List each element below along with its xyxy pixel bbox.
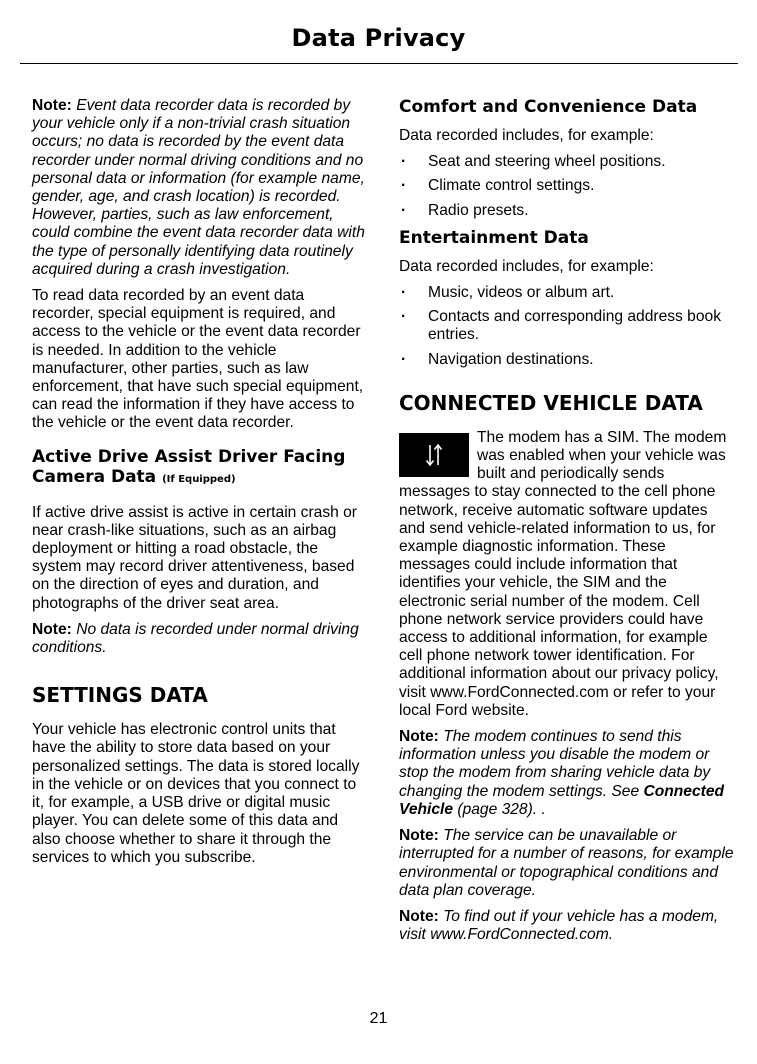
list-item: · Climate control settings. xyxy=(399,177,735,195)
heading-connected-vehicle-data: CONNECTED VEHICLE DATA xyxy=(399,390,703,415)
paragraph-settings-data: Your vehicle has electronic control units that have the ability to store data based on your personalized settings. The data is stored locally in the vehicle or on devices that you connect to it, for example, a USB drive or digital music player. You can delete some of this data and also choose whether to share it through the services to which you subscribe. xyxy=(32,721,360,866)
left-column xyxy=(32,97,366,875)
heading-active-drive-assist-text: Active Drive Assist Driver Facing Camera Data xyxy=(32,446,346,487)
page-title: Data Privacy xyxy=(291,24,466,52)
note-text: The service can be unavailable or interrupted for a number of reasons, for example environmental or topographical conditions and data plan coverage. xyxy=(399,827,734,899)
note-text: The modem continues to send this information unless you disable the modem or stop the modem from sharing vehicle data by changing the modem settings. See xyxy=(399,728,711,800)
note-label: Note: xyxy=(32,97,72,114)
note-tail: . xyxy=(537,800,546,818)
comfort-list xyxy=(399,153,735,220)
note-find-out-modem xyxy=(399,908,735,944)
note-label: Note: xyxy=(399,907,439,925)
note-label: Note: xyxy=(399,827,439,845)
note-no-data-recorded xyxy=(32,621,366,657)
header-divider xyxy=(20,63,738,64)
comfort-intro: Data recorded includes, for example: xyxy=(399,127,654,144)
connected-vehicle-link[interactable]: Connected Vehicle xyxy=(399,782,725,818)
note-event-data-recorder xyxy=(32,97,366,279)
list-item: · Navigation destinations. xyxy=(399,351,735,369)
if-equipped-label: (If Equipped) xyxy=(162,473,236,485)
paragraph-read-data: To read data recorded by an event data recorder, special equipment is required, and access to the vehicle or the event data recorder is needed. In addition to the vehicle manufacturer, other parties, such as law enforcement, that have such special equipment, can read the information if they have access to the vehicle or the event data recorder. xyxy=(32,287,364,432)
modem-section xyxy=(399,429,735,728)
heading-active-drive-assist xyxy=(32,447,366,490)
heading-entertainment: Entertainment Data xyxy=(399,227,589,248)
list-item: · Music, videos or album art. xyxy=(399,284,735,302)
list-item: · Radio presets. xyxy=(399,202,735,220)
list-item: · Contacts and corresponding address book entries. xyxy=(399,308,735,344)
right-column xyxy=(399,97,735,952)
paragraph-active-drive-assist: If active drive assist is active in certain crash or near crash-like situations, such as an airbag deployment or hitting a road obstacle, the system may record driver attentiveness, based on the direction of eyes and duration, and photographs of the driver seat area. xyxy=(32,503,357,612)
modem-transfer-arrows-icon xyxy=(399,433,469,477)
note-text: To find out if your vehicle has a modem, visit www.FordConnected.com. xyxy=(399,907,719,944)
note-text: No data is recorded under normal driving conditions. xyxy=(32,620,359,657)
page-reference: (page 328). xyxy=(457,800,538,818)
note-label: Note: xyxy=(399,728,439,746)
heading-comfort-convenience: Comfort and Convenience Data xyxy=(399,97,698,117)
note-label: Note: xyxy=(32,620,72,638)
note-service-unavailable xyxy=(399,827,735,900)
entertainment-list xyxy=(399,284,735,369)
heading-settings-data: SETTINGS DATA xyxy=(32,683,208,708)
note-text: Event data recorder data is recorded by your vehicle only if a non-trivial crash situation occurs; no data is recorded by the event data recorder under normal driving conditions and no personal data or information (for example name, gender, age, and crash location) is recorded. However, parties, such as law enforcement, could combine the event data recorder data with the type of personally identifying data routinely acquired during a crash investigation. xyxy=(32,97,365,278)
note-modem-continues xyxy=(399,728,735,819)
list-item: · Seat and steering wheel positions. xyxy=(399,153,735,171)
entertainment-intro: Data recorded includes, for example: xyxy=(399,257,654,275)
page-number: 21 xyxy=(369,1010,388,1027)
paragraph-modem: The modem has a SIM. The modem was enabled when your vehicle was built and periodically sends messages to stay connected to the cell phone network, receive automatic software updates and send vehicle-related information to us, for example diagnostic information. These messages could include information that identifies your vehicle, the SIM and the electronic serial number of the modem. Cell phone network service providers could have access to additional information, for example cell phone network tower identification. For additional information about our privacy policy, visit www.FordConnected.com or refer to your local Ford website. xyxy=(399,428,727,719)
